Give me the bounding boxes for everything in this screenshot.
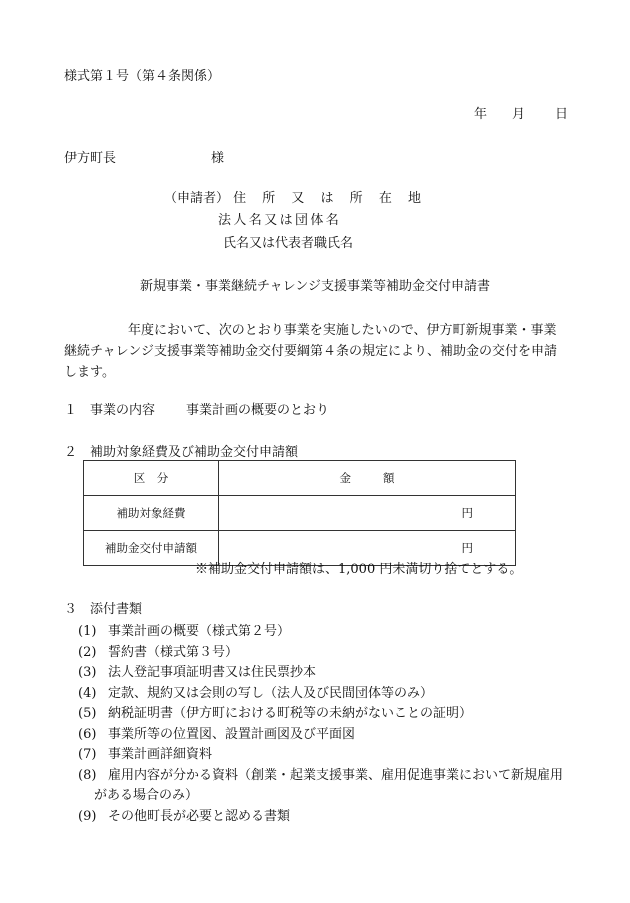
date-day-label: 日 [555, 107, 569, 122]
body-paragraph [64, 320, 574, 383]
section-1-label: 事業の内容 [90, 403, 156, 418]
list-item-text: 事業計画詳細資料 [108, 747, 213, 762]
list-item-number: (8) [78, 767, 97, 783]
list-item-number: (5) [78, 706, 97, 721]
list-item-number: (2) [78, 644, 97, 660]
table-header-amount [219, 461, 516, 496]
list-item [78, 622, 563, 643]
list-item [78, 663, 563, 684]
table-row [84, 531, 516, 566]
list-item-text: 法人登記事項証明書又は住民票抄本 [108, 665, 317, 680]
body-line-2: 継続チャレンジ支援事業等補助金交付要綱第４条の規定により、補助金の交付を申請 [64, 344, 557, 359]
list-item-text: がある場合のみ） [94, 788, 199, 803]
recipient-line [64, 151, 225, 166]
applicant-address-line [164, 192, 427, 205]
list-item-text: 定款、規約又は会則の写し（法人及び民間団体等のみ） [108, 685, 434, 701]
applicant-address-label: 住 所 又 は 所 在 地 [233, 191, 427, 206]
date-year-label: 年 [474, 107, 488, 122]
applicant-corp-label: 法人名又は団体名 [218, 213, 342, 228]
list-item [78, 643, 563, 664]
section-3-number: ３ [64, 602, 78, 617]
list-item-number: (6) [78, 726, 97, 742]
list-item [78, 766, 563, 787]
yen-unit: 円 [461, 506, 473, 520]
table-header-amount-a: 金 [339, 471, 351, 485]
table-row-amount-field[interactable] [219, 531, 516, 566]
rounding-note: ※補助金交付申請額は、1,000 円未満切り捨てとする。 [195, 562, 523, 577]
section-2-number: ２ [64, 445, 78, 460]
list-item [78, 725, 563, 746]
list-item-text: 納税証明書（伊方町における町税等の未納がないことの証明） [108, 706, 473, 721]
amount-table [83, 460, 516, 566]
applicant-tag: （申請者） [164, 191, 230, 206]
table-header-category: 区 分 [84, 461, 219, 496]
table-row-label: 補助対象経費 [84, 496, 219, 531]
list-item [78, 704, 563, 725]
list-item-number: (9) [78, 808, 97, 824]
list-item-number: (3) [78, 665, 97, 680]
section-1 [64, 404, 329, 417]
section-1-value: 事業計画の概要のとおり [186, 403, 330, 418]
list-item-continuation [78, 786, 563, 807]
list-item [78, 684, 563, 705]
applicant-rep-label: 氏名又は代表者職氏名 [223, 236, 354, 251]
list-item-number: (1) [78, 624, 97, 639]
attachment-list [78, 622, 563, 827]
section-3 [64, 603, 142, 616]
list-item [78, 807, 563, 828]
yen-unit: 円 [461, 541, 473, 555]
list-item-text: 事業計画の概要（様式第２号） [108, 624, 291, 639]
document-title: 新規事業・事業継続チャレンジ支援事業等補助金交付申請書 [140, 279, 490, 294]
table-row-amount-field[interactable] [219, 496, 516, 531]
list-item-text: 誓約書（様式第３号） [108, 644, 239, 660]
table-row [84, 496, 516, 531]
list-item [78, 745, 563, 766]
form-number: 様式第１号（第４条関係） [64, 69, 221, 84]
list-item-text: 事業所等の位置図、設置計画図及び平面図 [108, 726, 356, 742]
table-row-label: 補助金交付申請額 [84, 531, 219, 566]
recipient-name: 伊方町長 [64, 151, 117, 166]
table-header-amount-b: 額 [383, 471, 395, 485]
section-2-label: 補助対象経費及び補助金交付申請額 [90, 445, 299, 460]
body-line-1: 年度において、次のとおり事業を実施したいので、伊方町新規事業・事業 [128, 323, 557, 338]
date-month-label: 月 [512, 107, 526, 122]
list-item-text: 雇用内容が分かる資料（創業・起業支援事業、雇用促進事業において新規雇用 [108, 767, 564, 783]
section-2 [64, 446, 298, 459]
section-1-number: １ [64, 403, 78, 418]
recipient-honorific: 様 [211, 151, 225, 166]
list-item-number: (7) [78, 747, 97, 762]
section-3-label: 添付書類 [90, 602, 143, 617]
table-header-row [84, 461, 516, 496]
body-line-3: します。 [64, 365, 115, 380]
list-item-number: (4) [78, 685, 97, 701]
list-item-text: その他町長が必要と認める書類 [108, 808, 291, 824]
